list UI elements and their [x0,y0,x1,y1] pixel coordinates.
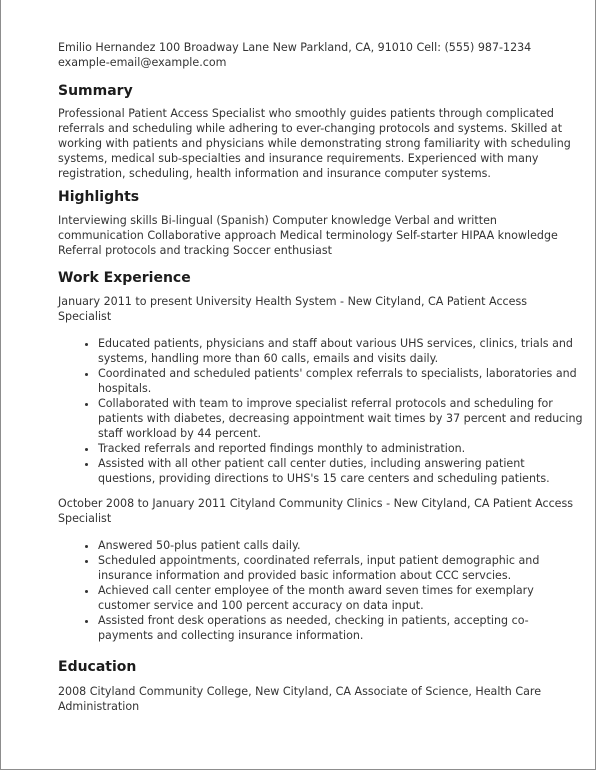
job-bullet-list [58,538,583,643]
job-bullet: • Educated patients, physicians and staff about various UHS services, clinics, trials and systems, handling more than 60 calls, emails and visits daily. [98,336,583,366]
summary-text: Professional Patient Access Specialist who smoothly guides patients through complicated referrals and scheduling while adhering to ever-changing protocols and systems. Skilled at working with patients and physicians while demonstrating strong familiarity with scheduling systems, medical sub-specialties and insurance requirements. Experienced with many registration, scheduling, health information and insurance computer systems. [58,107,571,180]
job-bullet: • Assisted front desk operations as needed, checking in patients, accepting co-payments and collecting insurance information. [98,613,583,643]
job-bullet: • Scheduled appointments, coordinated referrals, input patient demographic and insurance information and provided basic information about CCC servcies. [98,553,583,583]
job-bullet: • Tracked referrals and reported findings monthly to administration. [98,441,583,456]
education-section [58,657,583,714]
job-heading: January 2011 to present University Health System - New Cityland, CA Patient Access Specialist [58,295,528,323]
work-experience-section [58,268,583,643]
job-bullet: • Coordinated and scheduled patients' complex referrals to specialists, laboratories and hospitals. [98,366,583,396]
summary-heading: Summary [58,83,133,99]
summary-section [58,81,583,181]
contact-info: Emilio Hernandez 100 Broadway Lane New Parkland, CA, 91010 Cell: (555) 987-1234 example-email@example.com [58,41,532,69]
highlights-section [58,187,583,258]
job-heading: October 2008 to January 2011 Cityland Community Clinics - New Cityland, CA Patient Access Specialist [58,497,574,525]
highlights-text: Interviewing skills Bi-lingual (Spanish) Computer knowledge Verbal and written communication Collaborative approach Medical terminology Self-starter HIPAA knowledge Referral protocols and tracking Soccer enthusiast [58,214,558,257]
education-heading: Education [58,659,137,675]
job-bullet: • Answered 50-plus patient calls daily. [98,538,583,553]
job-entry [58,294,583,486]
highlights-heading: Highlights [58,189,140,205]
work-experience-heading: Work Experience [58,270,191,286]
job-bullet: • Collaborated with team to improve specialist referral protocols and scheduling for patients with diabetes, decreasing appointment wait times by 37 percent and reducing staff workload by 44 percent. [98,396,583,441]
job-bullet: • Assisted with all other patient call center duties, including answering patient questions, providing directions to UHS's 15 care centers and scheduling patients. [98,456,583,486]
education-text: 2008 Cityland Community College, New Cityland, CA Associate of Science, Health Care Administration [58,685,542,713]
resume-content [58,40,583,714]
job-bullet-list [58,336,583,486]
job-bullet: • Achieved call center employee of the month award seven times for exemplary customer service and 100 percent accuracy on data input. [98,583,583,613]
job-entry [58,496,583,643]
